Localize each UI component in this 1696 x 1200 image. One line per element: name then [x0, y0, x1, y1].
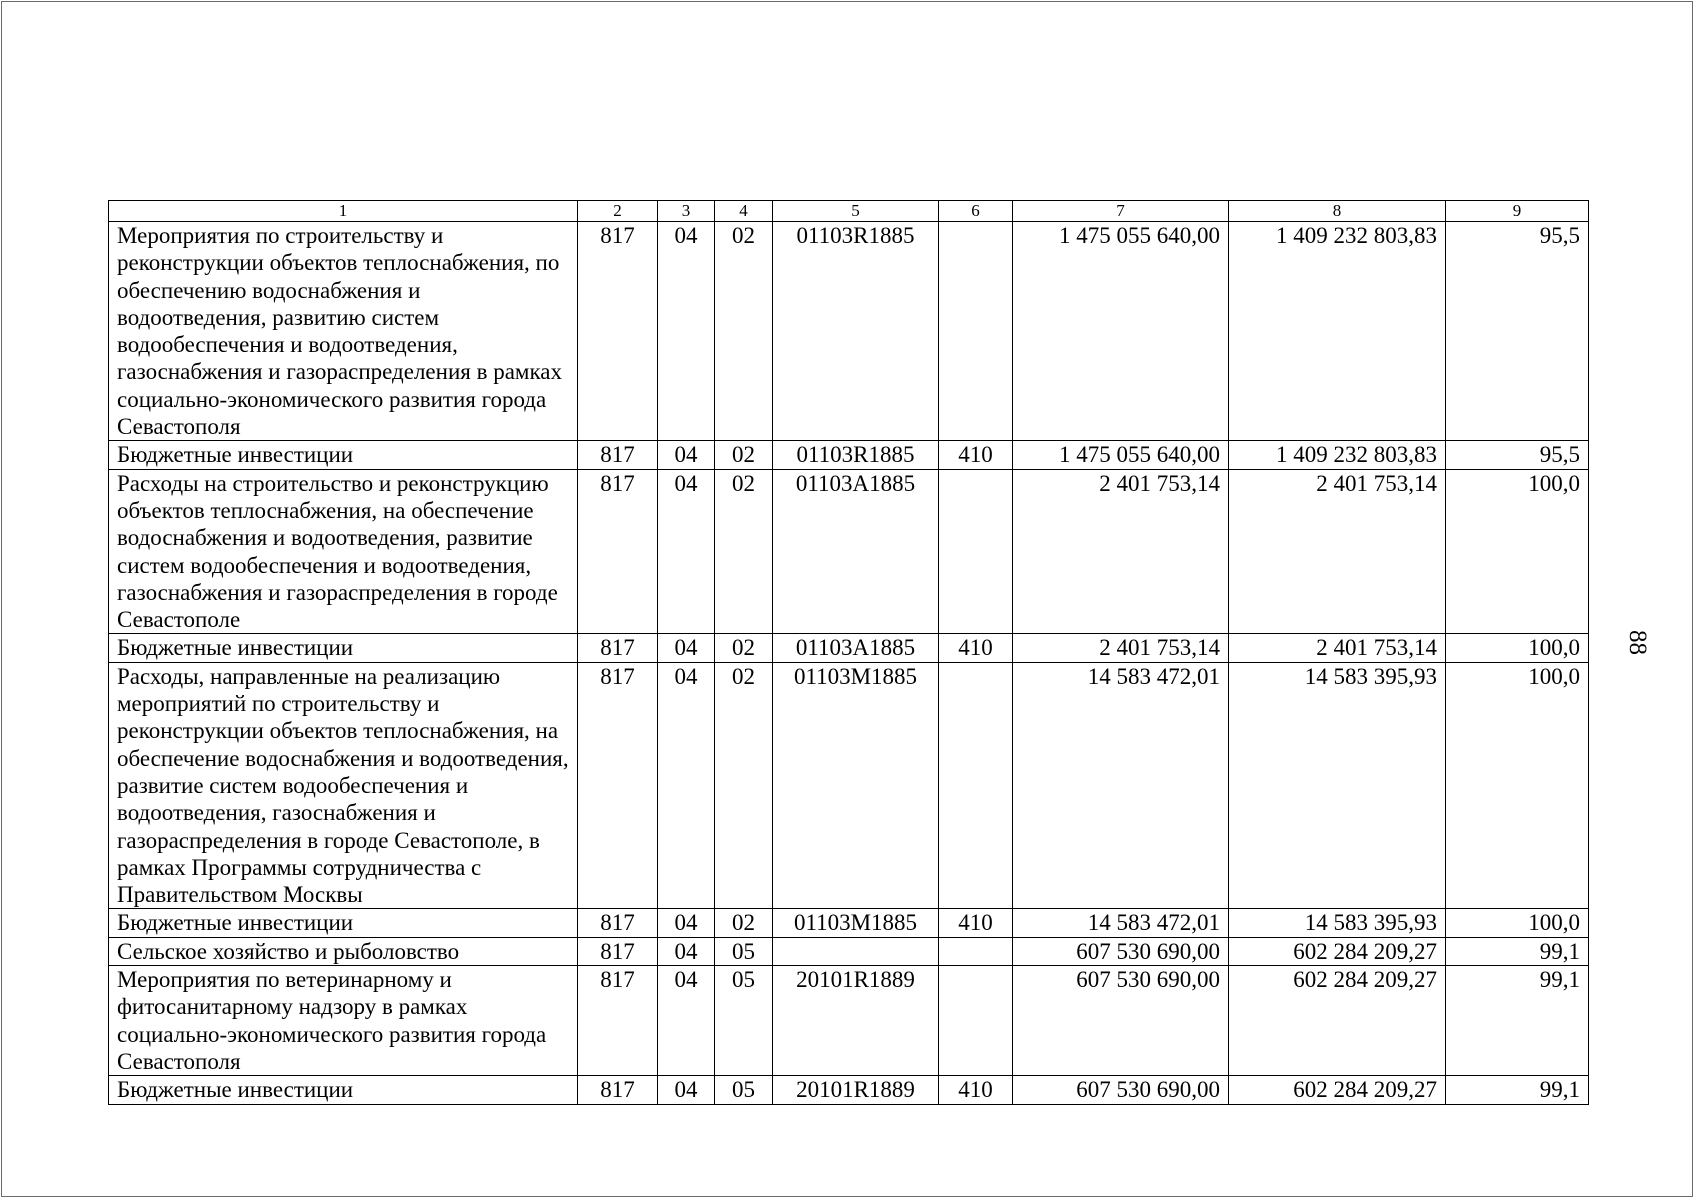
row-subsection: 05	[715, 966, 773, 1076]
row-percent: 99,1	[1446, 1076, 1589, 1104]
row-expense-type	[939, 469, 1013, 634]
row-section: 04	[658, 909, 715, 937]
row-plan-amount: 607 530 690,00	[1013, 937, 1229, 965]
row-description: Мероприятия по ветеринарному и фитосанитарному надзору в рамках социально-экономического развития города Севастополя	[109, 966, 578, 1076]
row-subsection: 02	[715, 441, 773, 469]
row-grbs: 817	[578, 469, 658, 634]
row-fact-amount: 2 401 753,14	[1229, 469, 1446, 634]
row-expense-type: 410	[939, 1076, 1013, 1104]
row-fact-amount: 14 583 395,93	[1229, 662, 1446, 909]
row-expense-type: 410	[939, 634, 1013, 662]
row-target-article: 20101R1889	[773, 966, 939, 1076]
row-plan-amount: 1 475 055 640,00	[1013, 441, 1229, 469]
row-plan-amount: 14 583 472,01	[1013, 909, 1229, 937]
row-grbs: 817	[578, 909, 658, 937]
row-description: Бюджетные инвестиции	[109, 441, 578, 469]
col-header-6: 6	[939, 201, 1013, 222]
row-plan-amount: 607 530 690,00	[1013, 1076, 1229, 1104]
row-plan-amount: 2 401 753,14	[1013, 634, 1229, 662]
row-expense-type	[939, 222, 1013, 441]
row-fact-amount: 1 409 232 803,83	[1229, 441, 1446, 469]
row-plan-amount: 607 530 690,00	[1013, 966, 1229, 1076]
row-grbs: 817	[578, 441, 658, 469]
row-target-article: 01103А1885	[773, 634, 939, 662]
row-expense-type	[939, 966, 1013, 1076]
row-description: Расходы, направленные на реализацию мероприятий по строительству и реконструкции объектов теплоснабжения, на обеспечение водоснабжения и водоотведения, развитие систем водообеспечения и водоотведения, газоснабжения и газораспределения в городе Севастополе, в рамках Программы сотрудничества с Правительством Москвы	[109, 662, 578, 909]
row-grbs: 817	[578, 634, 658, 662]
row-plan-amount: 2 401 753,14	[1013, 469, 1229, 634]
table-row	[109, 662, 1589, 909]
row-target-article: 01103М1885	[773, 662, 939, 909]
row-percent: 95,5	[1446, 222, 1589, 441]
row-grbs: 817	[578, 1076, 658, 1104]
row-description: Бюджетные инвестиции	[109, 634, 578, 662]
col-header-9: 9	[1446, 201, 1589, 222]
row-description: Мероприятия по строительству и реконструкции объектов теплоснабжения, по обеспечению водоснабжения и водоотведения, развитию систем водообеспечения и водоотведения, газоснабжения и газораспределения в рамках социально-экономического развития города Севастополя	[109, 222, 578, 441]
row-percent: 95,5	[1446, 441, 1589, 469]
col-header-3: 3	[658, 201, 715, 222]
row-percent: 100,0	[1446, 634, 1589, 662]
header-row	[109, 201, 1589, 222]
row-subsection: 02	[715, 662, 773, 909]
col-header-7: 7	[1013, 201, 1229, 222]
row-target-article: 01103А1885	[773, 469, 939, 634]
row-percent: 99,1	[1446, 966, 1589, 1076]
row-fact-amount: 14 583 395,93	[1229, 909, 1446, 937]
row-percent: 100,0	[1446, 909, 1589, 937]
row-section: 04	[658, 662, 715, 909]
row-target-article: 20101R1889	[773, 1076, 939, 1104]
row-section: 04	[658, 937, 715, 965]
row-subsection: 02	[715, 634, 773, 662]
row-section: 04	[658, 441, 715, 469]
row-subsection: 05	[715, 1076, 773, 1104]
table-row	[109, 222, 1589, 441]
row-target-article: 01103R1885	[773, 222, 939, 441]
table-row	[109, 634, 1589, 662]
row-description: Бюджетные инвестиции	[109, 1076, 578, 1104]
row-subsection: 02	[715, 909, 773, 937]
col-header-5: 5	[773, 201, 939, 222]
row-fact-amount: 602 284 209,27	[1229, 1076, 1446, 1104]
row-target-article: 01103М1885	[773, 909, 939, 937]
row-percent: 99,1	[1446, 937, 1589, 965]
row-section: 04	[658, 966, 715, 1076]
col-header-4: 4	[715, 201, 773, 222]
row-plan-amount: 1 475 055 640,00	[1013, 222, 1229, 441]
row-fact-amount: 2 401 753,14	[1229, 634, 1446, 662]
page-number: 88	[1624, 630, 1651, 655]
table-row	[109, 441, 1589, 469]
row-section: 04	[658, 1076, 715, 1104]
row-section: 04	[658, 469, 715, 634]
col-header-1: 1	[109, 201, 578, 222]
col-header-2: 2	[578, 201, 658, 222]
row-fact-amount: 602 284 209,27	[1229, 966, 1446, 1076]
table-row	[109, 937, 1589, 965]
row-subsection: 02	[715, 222, 773, 441]
row-subsection: 05	[715, 937, 773, 965]
row-section: 04	[658, 634, 715, 662]
row-description: Сельское хозяйство и рыболовство	[109, 937, 578, 965]
row-fact-amount: 602 284 209,27	[1229, 937, 1446, 965]
row-fact-amount: 1 409 232 803,83	[1229, 222, 1446, 441]
row-grbs: 817	[578, 937, 658, 965]
row-grbs: 817	[578, 966, 658, 1076]
row-percent: 100,0	[1446, 662, 1589, 909]
table-row	[109, 1076, 1589, 1104]
row-description: Расходы на строительство и реконструкцию объектов теплоснабжения, на обеспечение водоснабжения и водоотведения, развитие систем водообеспечения и водоотведения, газоснабжения и газораспределения в городе Севастополе	[109, 469, 578, 634]
row-subsection: 02	[715, 469, 773, 634]
row-grbs: 817	[578, 662, 658, 909]
row-target-article: 01103R1885	[773, 441, 939, 469]
table-row	[109, 909, 1589, 937]
col-header-8: 8	[1229, 201, 1446, 222]
row-percent: 100,0	[1446, 469, 1589, 634]
row-grbs: 817	[578, 222, 658, 441]
row-expense-type: 410	[939, 441, 1013, 469]
row-description: Бюджетные инвестиции	[109, 909, 578, 937]
table-row	[109, 469, 1589, 634]
row-expense-type	[939, 937, 1013, 965]
row-expense-type: 410	[939, 909, 1013, 937]
row-target-article	[773, 937, 939, 965]
table-row	[109, 966, 1589, 1076]
budget-execution-table	[108, 200, 1589, 1105]
row-section: 04	[658, 222, 715, 441]
row-plan-amount: 14 583 472,01	[1013, 662, 1229, 909]
row-expense-type	[939, 662, 1013, 909]
